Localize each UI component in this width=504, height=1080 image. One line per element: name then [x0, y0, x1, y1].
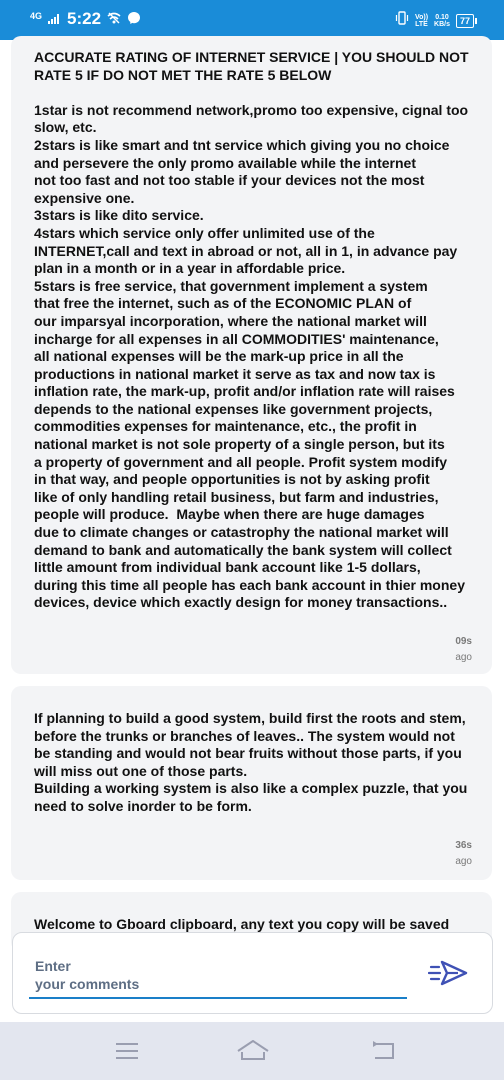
- menu-icon: [113, 1038, 141, 1064]
- comment-composer: [12, 932, 493, 1014]
- timestamp-unit: ago: [455, 652, 472, 663]
- back-icon: [369, 1038, 397, 1064]
- comment-card: [11, 686, 492, 880]
- home-button[interactable]: [236, 1038, 270, 1064]
- vibrate-icon: [395, 11, 409, 30]
- volte-indicator: Vo)) LTE: [414, 13, 429, 28]
- comment-text: Welcome to Gboard clipboard, any text you copy will be saved: [34, 916, 450, 932]
- network-type: 4G: [30, 10, 43, 21]
- home-icon: [236, 1038, 270, 1064]
- clock: 5:22: [67, 9, 102, 28]
- system-nav-bar: [0, 1022, 504, 1080]
- battery-icon: 77: [456, 14, 474, 28]
- timestamp-value: 36s: [455, 840, 472, 851]
- input-underline: [29, 997, 407, 999]
- back-button[interactable]: [369, 1038, 397, 1064]
- messenger-icon: [127, 11, 141, 28]
- send-button[interactable]: [428, 957, 470, 989]
- comment-text: If planning to build a good system, build first the roots and stem, before the trunks or branches of leaves.. The system would not be standing and would not bear fruits without those parts, if you will miss out one of those parts. Building a working system is also like a complex puzzle, that you need to solve inorder to be form.: [34, 710, 468, 814]
- comment-timestamp: [412, 838, 472, 870]
- status-bar-left: [30, 9, 141, 29]
- wifi-off-icon: [107, 12, 121, 27]
- send-icon: [428, 957, 470, 989]
- timestamp-unit: ago: [455, 856, 472, 867]
- timestamp-value: 09s: [455, 636, 472, 647]
- comment-text: ACCURATE RATING OF INTERNET SERVICE | YOU SHOULD NOT RATE 5 IF DO NOT MET THE RATE 5 BELOW 1star is not recommend network,promo too expensive, cignal too slow, etc. 2stars is like smart and tnt service which giving you no choice and persevere the only promo available while the internet not too fast and not too stable if your devices not the most expensive one. 3stars is like dito service. 4stars which service only offer unlimited use of the INTERNET,call and text in abroad or not, all in 1, in advance pay plan in a month or in a year in affordable price. 5stars is free service, that government implement a system that free the internet, such as of the ECONOMIC PLAN of our imparsyal incorporation, where the national market will incharge for all expenses in all COMMODITIES' maintenance, all national expenses will be the mark-up price in all the productions in national market it serve as tax and now tax is inflation rate, the mark-up, profit and/or inflation rate will raises depends to the national expenses like government projects, commodities expenses for maintenance, etc., the profit in national market is not sole property of a single person, but its a property of government and all people. Profit system modify in that way, and people opportunities is not by asking profit like of only handling retail business, but farm and industries, people will produce. Maybe when there are huge damages due to climate changes or catastrophy the national market will demand to bank and automatically the bank system will collect little amount from individual bank account like 1-5 dollars, during this time all people has each bank account in thier money devices, device which exactly design for money transactions..: [34, 49, 469, 611]
- comment-card: [11, 36, 492, 674]
- comment-timestamp: [412, 634, 472, 666]
- status-bar: [0, 0, 504, 40]
- comment-input[interactable]: Enter your comments: [35, 958, 140, 992]
- network-speed: 0.10 KB/s: [434, 13, 450, 28]
- status-bar-right: [395, 11, 474, 30]
- menu-button[interactable]: [113, 1038, 141, 1064]
- signal-icon: [48, 14, 59, 24]
